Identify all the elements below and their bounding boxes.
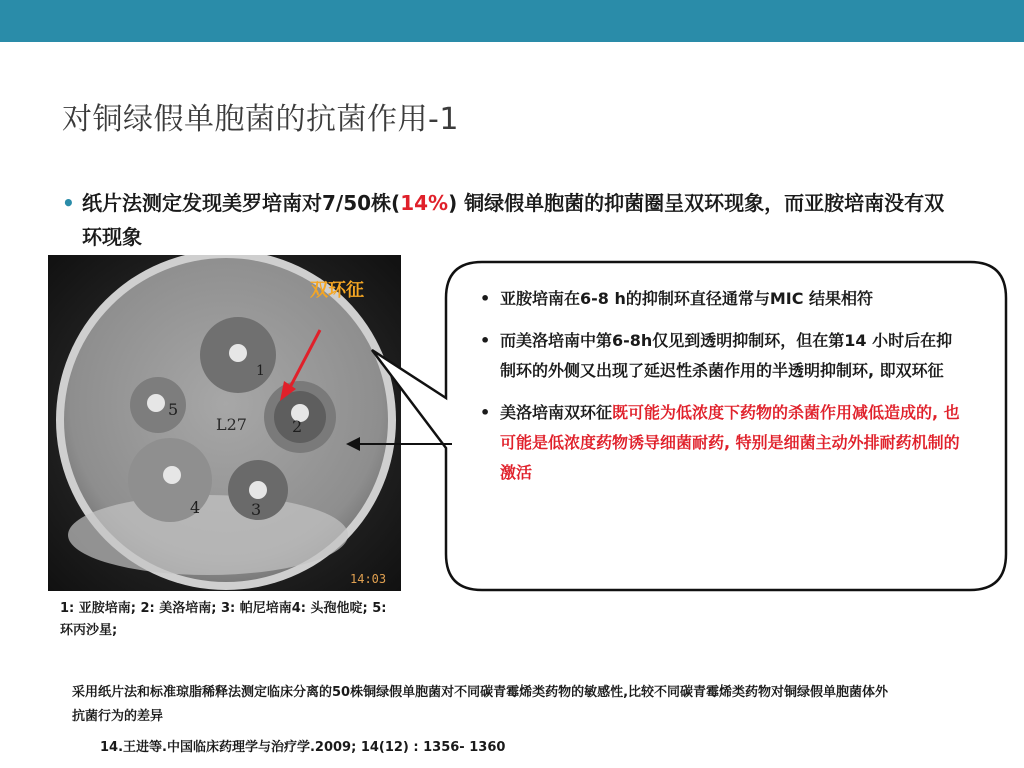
top-accent-bar <box>0 0 1024 42</box>
callout-item-3-red: 既可能为低浓度下药物的杀菌作用减低造成的, 也可能是低浓度药物诱导细菌耐药, 特别是细菌主动外排耐药机制的激活 <box>500 403 960 482</box>
callout-item-1: • 亚胺培南在6-8 h的抑制环直径通常与MIC 结果相符 <box>480 289 874 308</box>
main-bullet <box>62 186 962 254</box>
citation: 14.王进等.中国临床药理学与治疗学.2009; 14(12) : 1356- 1360 <box>100 740 506 755</box>
main-bullet-text: 纸片法测定发现美罗培南对7/50株(14%) 铜绿假单胞菌的抑菌圈呈双环现象，而亚胺培南没有双环现象 <box>82 191 945 249</box>
study-note: 采用纸片法和标准琼脂稀释法测定临床分离的50株铜绿假单胞菌对不同碳青霉烯类药物的敏感性,比较不同碳青霉烯类药物对铜绿假单胞菌体外抗菌行为的差异 <box>72 685 889 724</box>
double-ring-label: 双环征 <box>310 280 364 301</box>
plate-mark: L27 <box>216 415 247 434</box>
photo-caption: 1: 亚胺培南; 2: 美洛培南; 3: 帕尼培南4: 头孢他啶; 5: 环丙沙星; <box>60 601 387 638</box>
paper-disk-4 <box>163 466 181 484</box>
disk-number-2: 2 <box>292 417 303 436</box>
disk-number-1: 1 <box>256 363 265 379</box>
agar-plate-image <box>48 255 401 591</box>
callout-content <box>478 284 964 500</box>
photo-timestamp: 14:03 <box>350 572 387 586</box>
agar-plate-photo <box>48 255 401 591</box>
callout-item-3: • 美洛培南双环征既可能为低浓度下药物的杀菌作用减低造成的, 也可能是低浓度药物诱导细菌耐药, 特别是细菌主动外排耐药机制的激活 <box>480 403 960 482</box>
black-arrow <box>344 432 454 456</box>
paper-disk-1 <box>229 344 247 362</box>
paper-disk-5 <box>147 394 165 412</box>
disk-number-5: 5 <box>168 400 179 419</box>
paper-disk-3 <box>249 481 267 499</box>
slide-title: 对铜绿假单胞菌的抗菌作用-1 <box>62 102 459 137</box>
disk-number-3: 3 <box>251 500 262 519</box>
disk-number-4: 4 <box>190 498 201 517</box>
callout-item-2: • 而美洛培南中第6-8h仅见到透明抑制环，但在第14 小时后在抑制环的外侧又出现了延迟性杀菌作用的半透明抑制环, 即双环征 <box>480 331 953 380</box>
bullet-dot: • <box>62 191 75 215</box>
highlight-percent: 14% <box>400 191 449 215</box>
